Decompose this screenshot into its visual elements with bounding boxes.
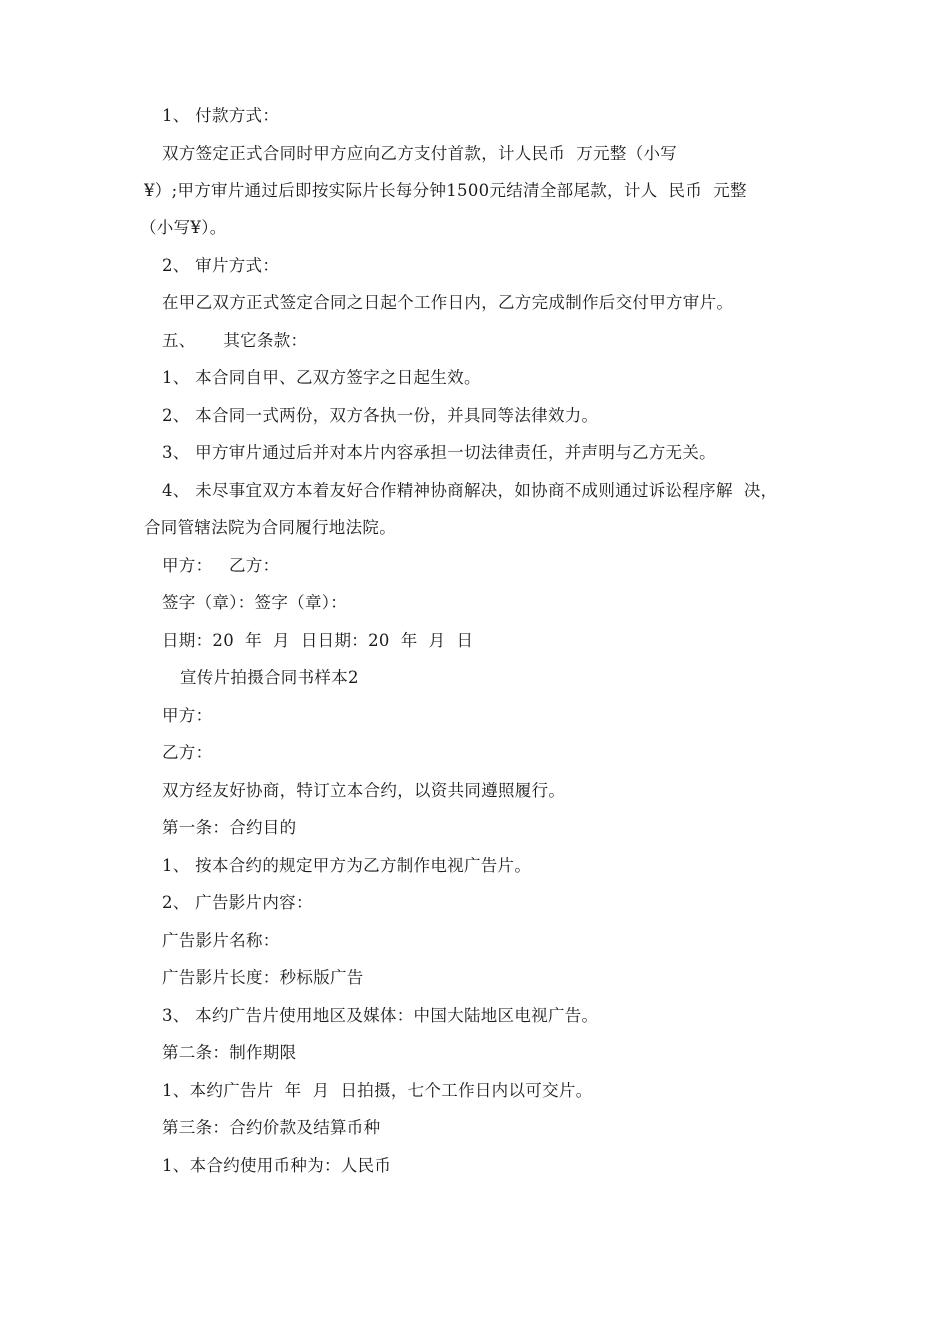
section-heading: 五、 其它条款： [162,331,308,350]
text-line: 乙方： [162,743,213,762]
text-line: ¥）;甲方审片通过后即按实际片长每分钟1500元结清全部尾款，计人 民币 元整 [144,181,747,200]
section-heading: 第二条：制作期限 [162,1043,297,1062]
text-line: （小写¥）。 [140,218,227,237]
text-line: 2、 广告影片内容： [162,893,313,912]
text-line: 3、 本约广告片使用地区及媒体：中国大陆地区电视广告。 [162,1006,599,1025]
text-line: 3、 甲方审片通过后并对本片内容承担一切法律责任，并声明与乙方无关。 [162,443,716,462]
text-line: 2、 审片方式： [162,256,280,275]
text-line: 1、 按本合约的规定甲方为乙方制作电视广告片。 [162,856,532,875]
text-line: 4、 未尽事宜双方本着友好合作精神协商解决，如协商不成则通过诉讼程序解 决， [162,481,778,500]
text-line: 在甲乙双方正式签定合同之日起个工作日内，乙方完成制作后交付甲方审片。 [162,293,734,312]
text-line: 签字（章）：签字（章）： [162,593,348,612]
text-line: 1、本约广告片 年 月 日拍摄，七个工作日内以可交片。 [162,1081,593,1100]
text-line: 1、 本合同自甲、乙双方签字之日起生效。 [162,368,481,387]
text-line: 甲方： [162,706,213,725]
text-line: 广告影片长度：秒标版广告 [162,968,364,987]
section-heading: 第三条：合约价款及结算币种 [162,1118,381,1137]
text-line: 1、 付款方式： [162,106,280,125]
text-line: 广告影片名称： [162,931,280,950]
text-line: 双方签定正式合同时甲方应向乙方支付首款，计人民币 万元整（小写 [162,144,678,163]
text-line: 日期：20 年 月 日日期：20 年 月 日 [162,631,474,650]
document-title: 宣传片拍摄合同书样本2 [180,668,359,687]
text-line: 2、 本合同一式两份，双方各执一份，并具同等法律效力。 [162,406,599,425]
text-line: 合同管辖法院为合同履行地法院。 [144,518,396,537]
text-line: 1、本合约使用币种为：人民币 [162,1156,392,1175]
text-line: 双方经友好协商，特订立本合约，以资共同遵照履行。 [162,781,566,800]
section-heading: 第一条：合约目的 [162,818,297,837]
text-line: 甲方： 乙方： [162,556,280,575]
